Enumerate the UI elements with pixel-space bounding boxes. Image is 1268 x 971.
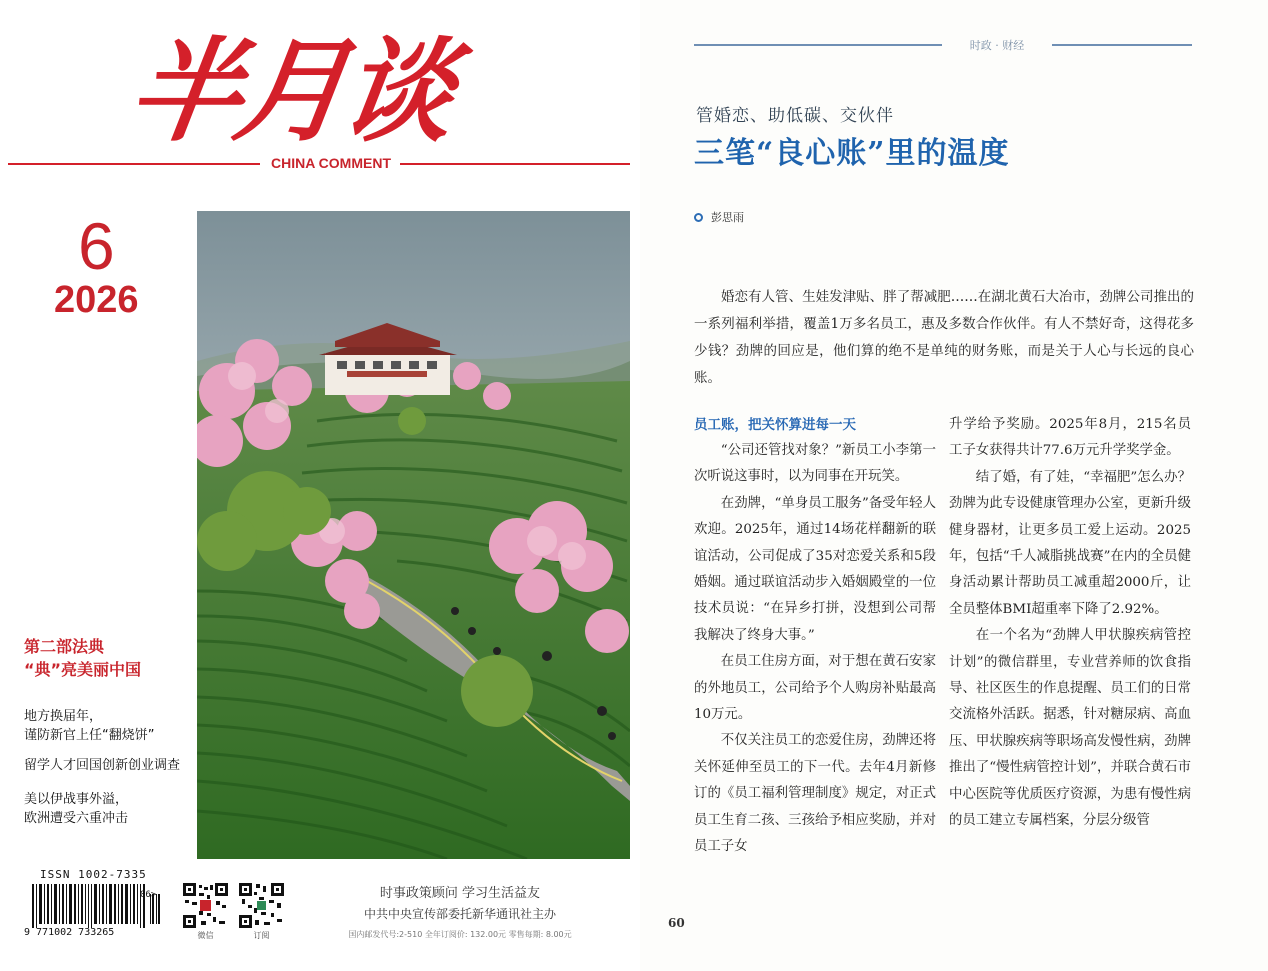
wechat-qr-code[interactable] xyxy=(183,883,228,928)
article-kicker: 管婚恋、助低碳、交伙伴 xyxy=(696,106,894,126)
article-column-1 xyxy=(694,412,936,861)
section-rule-left xyxy=(694,44,942,46)
issn-number: ISSN 1002-7335 xyxy=(40,868,147,881)
cover-line: 欧洲遭受六重冲击 xyxy=(24,811,129,826)
brand-rule-right xyxy=(400,163,630,165)
article-column-2 xyxy=(949,412,1191,835)
body-paragraph: 在一个名为“劲牌人甲状腺疾病管控计划”的微信群里，专业营养师的饮食指导、社区医生的作息提醒、员工们的日常交流格外活跃。据悉，针对糖尿病、高血压、甲状腺疾病等职场高发慢性病，劲牌推出了“慢性病管控计划”，并联合黄石市中心医院等优质医疗资源，为患有慢性病的员工建立专属档案，分层分级管 xyxy=(949,628,1191,829)
author-name: 彭思雨 xyxy=(711,211,744,224)
body-paragraph: 在劲牌，“单身员工服务”备受年轻人欢迎。2025年，通过14场花样翻新的联谊活动，公司促成了35对恋爱关系和5段婚姻。通过联谊活动步入婚姻殿堂的一位技术员说：“在异乡打拼，没想到公司帮我解决了终身大事。” xyxy=(694,495,936,643)
article-headline: 三笔“良心账”里的温度 xyxy=(694,136,1010,171)
article-lead xyxy=(694,284,1194,392)
masthead-logo: 半月谈 xyxy=(120,27,458,157)
issue-year: 2026 xyxy=(54,279,139,321)
article-subhead: 员工账，把关怀算进每一天 xyxy=(694,417,856,433)
brand-rule-left xyxy=(8,163,260,165)
wechat-qr-label: 微信 xyxy=(197,931,214,940)
cover-slogan: 时事政策顾问 学习生活益友 xyxy=(379,886,541,901)
lead-paragraph: 婚恋有人管、生娃发津贴、胖了帮减肥……在湖北黄石大冶市，劲牌公司推出的一系列福利举措，覆盖1万多名员工，惠及多数合作伙伴。有人不禁好奇，这得花多少钱？劲牌的回应是，他们算的绝不是单纯的财务账，而是关于人心与长远的良心账。 xyxy=(694,289,1194,386)
cover-headline-2: “典”亮美丽中国 xyxy=(24,660,142,679)
tea-garden-illustration xyxy=(197,211,630,859)
subscribe-qr-code[interactable] xyxy=(239,883,284,928)
section-rule-right xyxy=(1052,44,1192,46)
cover-line: 美以伊战事外溢， xyxy=(24,792,129,807)
price-info: 国内邮发代号:2-510 全年订阅价: 132.00元 零售每期: 8.00元 xyxy=(348,930,572,939)
body-paragraph: 升学给予奖励。2025年8月，215名员工子女获得共计77.6万元升学奖学金。 xyxy=(949,417,1191,459)
cover-line: 谨防新官上任“翻烧饼” xyxy=(24,728,155,743)
cover-line: 留学人才回国创新创业调查 xyxy=(24,758,181,773)
barcode-number: 9 771002 733265 xyxy=(24,927,115,938)
body-paragraph: “公司还管找对象？”新员工小李第一次听说这事时，以为同事在开玩笑。 xyxy=(694,443,936,485)
section-label: 时政 · 财经 xyxy=(969,39,1025,52)
issue-number: 6 xyxy=(78,209,115,283)
body-paragraph: 结了婚，有了娃，“幸福肥”怎么办？劲牌为此专设健康管理办公室，更新升级健身器材，让更多员工爱上运动。2025年，包括“千人减脂挑战赛”在内的全员健身活动累计帮助员工减重超2000斤，让全员整体BMI超重率下降了2.92%。 xyxy=(949,469,1191,617)
barcode-addon: 06> xyxy=(140,890,157,900)
subscribe-qr-label: 订阅 xyxy=(253,931,270,940)
body-paragraph: 不仅关注员工的恋爱住房，劲牌还将关怀延伸至员工的下一代。去年4月新修订的《员工福利管理制度》规定，对正式员工生育二孩、三孩给予相应奖励，并对员工子女 xyxy=(694,733,936,855)
cover-line: 地方换届年， xyxy=(24,709,103,724)
byline-dot-icon xyxy=(694,213,703,222)
body-paragraph: 在员工住房方面，对于想在黄石安家的外地员工，公司给予个人购房补贴最高10万元。 xyxy=(694,654,936,723)
article-page xyxy=(640,0,1268,971)
brand-english-name: CHINA COMMENT xyxy=(270,155,392,171)
cover-sponsor: 中共中央宣传部委托新华通讯社主办 xyxy=(363,907,556,921)
cover-headline-1: 第二部法典 xyxy=(24,637,105,656)
article-byline xyxy=(694,209,744,225)
cover-photo-tea-garden xyxy=(197,211,630,859)
page-number: 60 xyxy=(668,916,685,930)
